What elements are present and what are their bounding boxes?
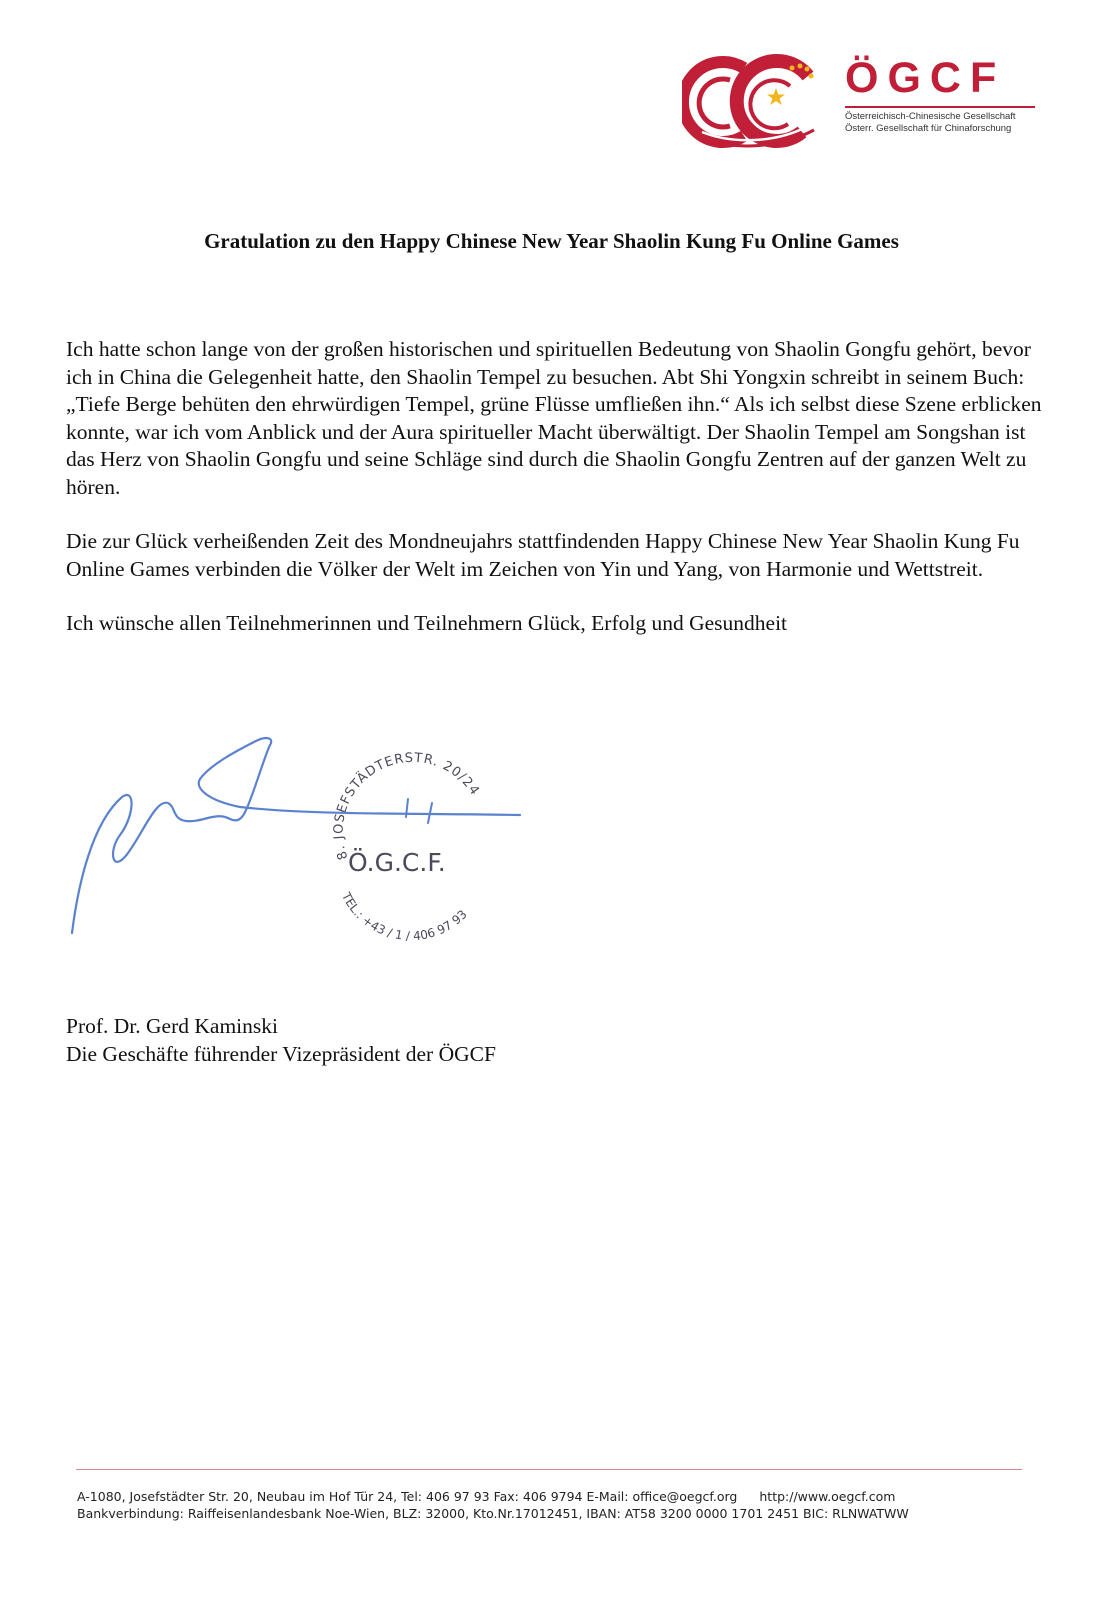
logo-subtitle-1: Österreichisch-Chinesische Gesellschaft [845,111,1016,122]
paragraph-3: Ich wünsche allen Teilnehmerinnen und Teilnehmern Glück, Erfolg und Gesundheit [66,611,788,635]
stamp-bottom-text [338,889,469,943]
signer-name: Prof. Dr. Gerd Kaminski [66,1014,278,1038]
stamp-top-path: 8. JOSEFSTÄDTERSTR. 20/24 [331,750,483,862]
oegcf-logo [682,48,1042,152]
paragraph-1: Ich hatte schon lange von der großen historischen und spirituellen Bedeutung von Shaolin Gongfu gehört, bevor ich in China die Gelegenheit hatte, den Shaolin Tempel zu besuchen. Abt Shi Yongxin schreibt in seinem Buch: „Tiefe Berge behüten den ehrwürdigen Tempel, grüne Flüsse umfließen ihn.“ Als ich selbst diese Szene erblicken konnte, war ich vom Anblick und der Aura spiritueller Macht überwältigt. Der Shaolin Tempel am Songshan ist das Herz von Shaolin Gongfu und seine Schläge sind durch die Shaolin Gongfu Zentren auf der ganzen Welt zu hören. [66,337,1042,499]
signature-and-stamp [60,735,550,975]
footer-bank-line: Bankverbindung: Raiffeisenlandesbank Noe-Wien, BLZ: 32000, Kto.Nr.17012451, IBAN: AT58 3200 0000 1701 2451 BIC: RLNWATWW [77,1506,909,1521]
letter-title: Gratulation zu den Happy Chinese New Year Shaolin Kung Fu Online Games [204,229,899,253]
stamp-bottom-path: TEL.: +43 / 1 / 406 97 93 [338,890,470,944]
footer-contact-line [77,1488,909,1505]
footer-address: A-1080, Josefstädter Str. 20, Neubau im Hof Tür 24, Tel: 406 97 93 Fax: 406 9794 E-Mail: office@oegcf.org [77,1489,738,1504]
footer-divider [76,1469,1022,1470]
signer-block [66,1012,496,1068]
paragraph-2: Die zur Glück verheißenden Zeit des Mondneujahrs stattfindenden Happy Chinese New Year Shaolin Kung Fu Online Games verbinden die Völker der Welt im Zeichen von Yin und Yang, von Harmonie und Wettstreit. [66,529,1020,581]
stamp-center-text: Ö.G.C.F. [348,848,446,877]
signature-area [60,735,550,975]
footer [77,1488,909,1522]
logo-rings-icon [682,50,830,150]
logo-name: ÖGCF [845,54,1006,102]
logo-subtitle-2: Österr. Gesellschaft für Chinaforschung [845,123,1012,134]
logo-divider [845,106,1035,108]
official-stamp [332,751,483,943]
signature-strokes [406,799,432,823]
letter-body [66,336,1046,665]
signer-role: Die Geschäfte führender Vizepräsident der ÖGCF [66,1042,496,1066]
footer-website-link[interactable]: http://www.oegcf.com [759,1489,896,1504]
